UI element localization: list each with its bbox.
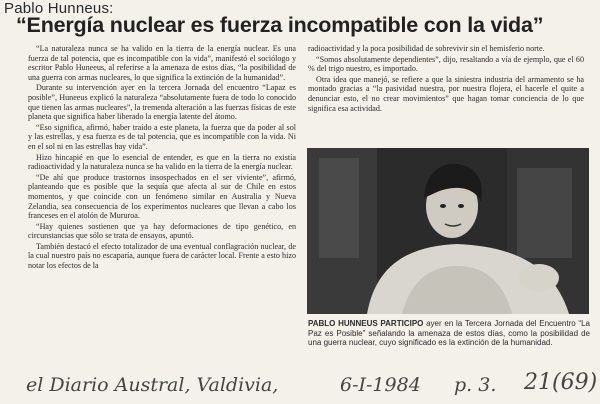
- paragraph: Otra idea que manejó, se refiere a que la siniestra industria del armamento se ha montado gracias a “la pasividad nuestra, por nuestra flojera, el hacerle el quite a denunciar esto, el no crear movimientos” que hagan tomar conciencia de lo que significa esa actividad.: [308, 74, 584, 113]
- caption-text: ayer en la Tercera Jornada del Encuentro “La Paz es Posible” señalando la amenaza de estos días, como la posibilidad de una guerra nuclear, cuyo significado es la extinción de la humanidad.: [308, 319, 590, 348]
- paragraph: “De ahí que produce trastornos insospechados en el ser viviente”, afirmó, planteando que es posible que la sequía que afecta al sur de Chile en estos momentos, y que coincide con un fenómeno similar en Australia y Nueva Zelandia, sea consecuencia de los experimentos nucleares que llevan a cabo los franceses en el atolón de Mururoa.: [28, 172, 296, 221]
- paragraph: radioactividad y la poca posibilidad de sobrevivir sin el hemisferio norte.: [308, 44, 545, 53]
- caption-lead: PABLO HUNNEUS PARTICIPO: [308, 319, 424, 328]
- handwritten-annotation: [4, 370, 596, 404]
- annotation-code: 21(69): [524, 370, 598, 395]
- annotation-source: el Diario Austral, Valdivia,: [26, 374, 279, 396]
- paragraph: “Eso significa, afirmó, haber traído a este planeta, la fuerza que da poder al sol y las estrellas, y esa fuerza es de tal potencia, que es incompatible con la vida. Ni en el sol ni en las estrellas hay vida”.: [28, 122, 296, 151]
- speaker-photo: [307, 148, 589, 314]
- article-right-column: [308, 44, 584, 144]
- paragraph: “La naturaleza nunca se ha valido en la tierra de la energía nuclear. Es una fuerza de tal potencia, que es incompatible con la vida”, manifestó el sociólogo y escritor Pablo Huneeus, al referirse a la amenaza de estos días, “la posibilidad de una guerra con armas nucleares, lo que significa la extinción de la humanidad”.: [28, 44, 296, 82]
- speaker-photo-graphic: [307, 148, 589, 314]
- paragraph: Durante su intervención ayer en la tercera Jornada del encuentro “Lapaz es posible”, Huneeus explicó la naturaleza “absolutamente fuera de todo lo conocido que tienen las armas nucleares”, la tremenda alteración a las fuerzas físicas de este planeta que significa haber liberado la energía latente del átomo.: [28, 83, 296, 122]
- paragraph: Hizo hincapié en que lo esencial de entender, es que en la tierra no existía radioactividad y la naturaleza nunca se ha valido en la tierra de la energía nuclear.: [28, 152, 296, 172]
- article-headline: “Energía nuclear es fuerza incompatible con la vida”: [16, 13, 544, 37]
- annotation-date: 6-I-1984: [340, 374, 421, 396]
- article-kicker: Pablo Hunneus:: [4, 0, 114, 17]
- paragraph: “Somos absolutamente dependientes”, dijo, resaltando a vía de ejemplo, que el 60 % del trigo nuestro, es importado.: [308, 54, 584, 74]
- article-left-column: [28, 44, 296, 360]
- paragraph: También destacó el efecto totalizador de una eventual conflagración nuclear, de la cual nuestro país no escaparía, aunque fuera de carácter local. Frente a esto hizo notar los efectos de la: [28, 241, 296, 271]
- paragraph: “Hay quienes sostienen que ya hay deformaciones de tipo genético, en circunstancias que sólo se trata de ensayos, apuntó.: [28, 221, 296, 241]
- annotation-page: p. 3.: [454, 374, 497, 396]
- photo-caption: [308, 319, 590, 348]
